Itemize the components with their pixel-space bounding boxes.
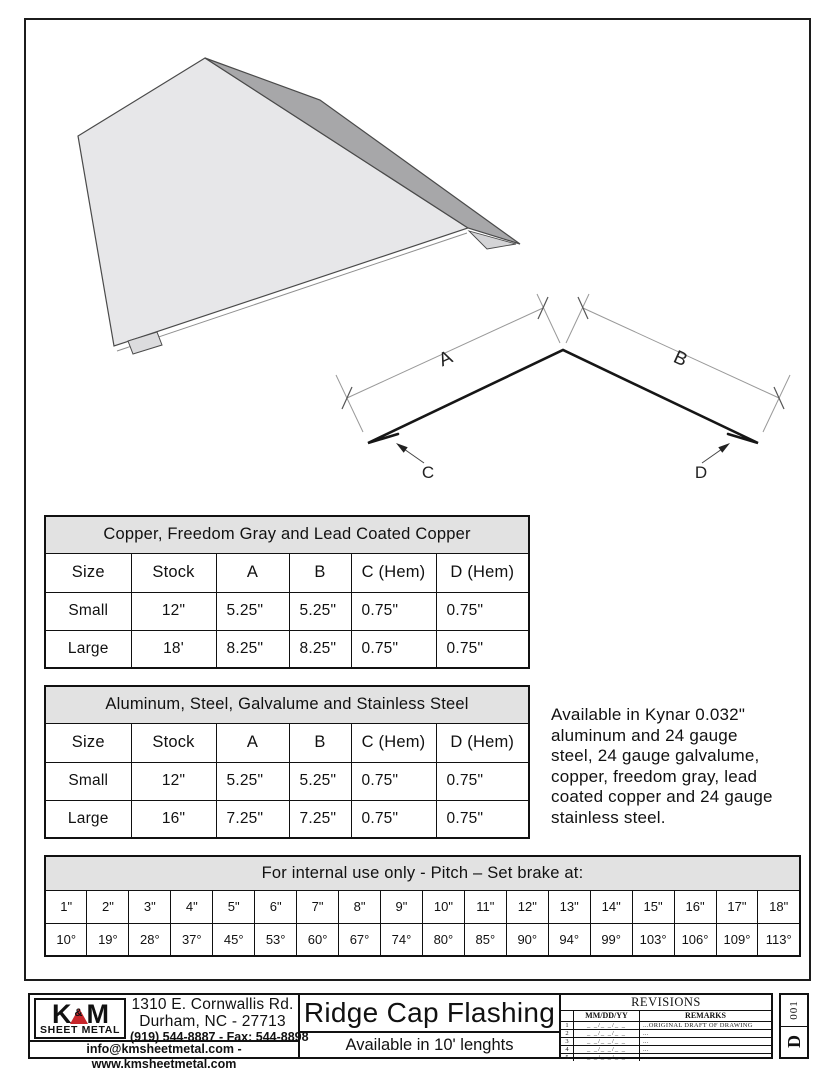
sheet-size-box: [779, 993, 809, 1059]
revision-date: _ _/_ _/_ _: [574, 1054, 640, 1061]
revision-date: _ _/_ _/_ _: [574, 1022, 640, 1029]
pitch-angle-cell: 60°: [297, 923, 339, 956]
table-cell: 0.75": [351, 630, 436, 668]
pitch-angle-cell: 113°: [758, 923, 800, 956]
pitch-size-header: 4": [171, 890, 213, 923]
revisions-date-header: MM/DD/YY: [574, 1011, 640, 1021]
table-cell: 5.25": [216, 762, 289, 800]
availability-note: Available in Kynar 0.032" aluminum and 24 gauge steel, 24 gauge galvalume, copper, freedom gray, lead coated copper and 24 gauge stainless steel.: [551, 705, 773, 827]
table-cell: 0.75": [351, 762, 436, 800]
km-sheet-metal-logo: [34, 998, 126, 1039]
table-cell: 0.75": [436, 800, 529, 838]
pitch-angle-cell: 80°: [422, 923, 464, 956]
table-row: [45, 592, 529, 630]
pitch-angle-cell: 85°: [464, 923, 506, 956]
revision-remark: ...: [643, 1030, 649, 1037]
table-cell: 8.25": [289, 630, 351, 668]
drawing-area: [0, 0, 835, 500]
spec-table-aluminum: [44, 685, 530, 839]
column-header: C (Hem): [351, 553, 436, 592]
revisions-section: [561, 995, 771, 1061]
pitch-size-header: 1": [45, 890, 87, 923]
table-title-row: [45, 686, 529, 723]
revision-number: 1: [561, 1022, 574, 1029]
revision-number: 2: [561, 1030, 574, 1037]
revisions-rows: [561, 1022, 771, 1061]
table-cell: 5.25": [289, 762, 351, 800]
pitch-title-row: [45, 856, 800, 890]
sheet-size: D: [783, 1035, 804, 1049]
pitch-size-header: 11": [464, 890, 506, 923]
pitch-angle-cell: 90°: [506, 923, 548, 956]
logo-letters: [52, 999, 108, 1029]
dimension-label-b: B: [670, 346, 691, 372]
pitch-size-header: 6": [255, 890, 297, 923]
table-cell: 0.75": [436, 592, 529, 630]
pitch-size-header: 3": [129, 890, 171, 923]
revision-date: _ _/_ _/_ _: [574, 1046, 640, 1053]
table-cell: 0.75": [351, 800, 436, 838]
address-line-1: 1310 E. Cornwallis Rd.: [131, 996, 294, 1013]
pitch-size-header: 13": [548, 890, 590, 923]
pitch-angle-cell: 37°: [171, 923, 213, 956]
table-title: Aluminum, Steel, Galvalume and Stainless Steel: [45, 686, 529, 723]
pitch-angle-cell: 109°: [716, 923, 758, 956]
table-cell: 18': [131, 630, 216, 668]
pitch-size-header: 2": [87, 890, 129, 923]
revision-number: 4: [561, 1046, 574, 1053]
logo-letter-m: M: [86, 999, 108, 1029]
email-website-line: info@kmsheetmetal.com - www.kmsheetmetal.com: [30, 1040, 298, 1057]
column-header: B: [289, 723, 351, 762]
pitch-angle-cell: 106°: [674, 923, 716, 956]
revisions-title: REVISIONS: [561, 995, 771, 1011]
column-header: C (Hem): [351, 723, 436, 762]
spec-table-copper: [44, 515, 530, 669]
company-section: [30, 995, 309, 1071]
pitch-angle-cell: 53°: [255, 923, 297, 956]
sheet-number: 001: [788, 1000, 800, 1020]
table-header-row: [45, 723, 529, 762]
pitch-size-header: 5": [213, 890, 255, 923]
pitch-angle-cell: 74°: [381, 923, 423, 956]
pitch-size-header: 14": [590, 890, 632, 923]
column-header: Stock: [131, 723, 216, 762]
pitch-size-header: 9": [381, 890, 423, 923]
revision-date: _ _/_ _/_ _: [574, 1030, 640, 1037]
revisions-header-row: [561, 1011, 771, 1022]
table-cell: 12": [131, 762, 216, 800]
ridge-cap-profile-line: [368, 350, 758, 443]
drawing-title: Ridge Cap Flashing: [300, 995, 559, 1033]
table-cell: 7.25": [289, 800, 351, 838]
pitch-angle-cell: 28°: [129, 923, 171, 956]
table-cell: 8.25": [216, 630, 289, 668]
column-header: D (Hem): [436, 553, 529, 592]
sheet-size-cell: [781, 1027, 807, 1058]
revision-row: [561, 1046, 771, 1054]
column-header: Stock: [131, 553, 216, 592]
table-header-row: [45, 553, 529, 592]
revision-row: [561, 1030, 771, 1038]
column-header: B: [289, 553, 351, 592]
pitch-angle-cell: 10°: [45, 923, 87, 956]
pitch-size-row: [45, 890, 800, 923]
column-header: A: [216, 723, 289, 762]
drawing-title-section: [300, 995, 561, 1057]
column-header: D (Hem): [436, 723, 529, 762]
pitch-angle-cell: 103°: [632, 923, 674, 956]
revision-row: [561, 1038, 771, 1046]
pitch-angle-row: [45, 923, 800, 956]
table-cell: Small: [45, 762, 131, 800]
profile-diagram: [336, 294, 790, 482]
pitch-angle-cell: 67°: [339, 923, 381, 956]
pitch-angle-cell: 94°: [548, 923, 590, 956]
pitch-size-header: 17": [716, 890, 758, 923]
sheet-number-cell: [781, 995, 807, 1027]
pitch-size-header: 18": [758, 890, 800, 923]
company-address: [130, 996, 309, 1044]
pitch-size-header: 10": [422, 890, 464, 923]
revision-number: 5: [561, 1054, 574, 1061]
revision-number: 3: [561, 1038, 574, 1045]
phone-fax-line: (919) 544-8887 - Fax: 544-8898: [130, 1030, 309, 1044]
table-cell: 7.25": [216, 800, 289, 838]
dimension-label-a: A: [435, 346, 456, 372]
ridge-cap-3d-rendering: [78, 58, 520, 354]
pitch-size-header: 16": [674, 890, 716, 923]
table-cell: Large: [45, 630, 131, 668]
pitch-angle-cell: 45°: [213, 923, 255, 956]
pitch-angle-cell: 99°: [590, 923, 632, 956]
table-cell: 0.75": [351, 592, 436, 630]
table-cell: 0.75": [436, 762, 529, 800]
pitch-table: [44, 855, 801, 957]
table-row: [45, 800, 529, 838]
revision-remark: ...: [643, 1038, 649, 1045]
pitch-size-header: 8": [339, 890, 381, 923]
revisions-remarks-header: REMARKS: [685, 1011, 726, 1020]
table-cell: 16": [131, 800, 216, 838]
hem-label-c: C: [421, 463, 435, 482]
table-cell: 5.25": [216, 592, 289, 630]
logo-ampersand-triangle-icon: [69, 1006, 89, 1024]
title-block: [28, 993, 773, 1071]
hem-label-d: D: [694, 463, 708, 482]
table-cell: 5.25": [289, 592, 351, 630]
pitch-size-header: 12": [506, 890, 548, 923]
pitch-angle-cell: 19°: [87, 923, 129, 956]
table-row: [45, 762, 529, 800]
leader-arrow-c: [396, 443, 408, 453]
column-header: Size: [45, 553, 131, 592]
table-cell: Small: [45, 592, 131, 630]
revisions-number-header: [561, 1011, 574, 1021]
table-row: [45, 630, 529, 668]
address-line-2: Durham, NC - 27713: [139, 1012, 286, 1030]
pitch-title: For internal use only - Pitch – Set brake at:: [45, 856, 800, 890]
revision-remark: ...: [643, 1054, 649, 1061]
pitch-size-header: 15": [632, 890, 674, 923]
logo-subtext: SHEET METAL: [40, 1024, 120, 1036]
column-header: Size: [45, 723, 131, 762]
drawing-subtitle: Available in 10' lenghts: [345, 1035, 514, 1054]
table-cell: 12": [131, 592, 216, 630]
logo-ampersand: &: [74, 1007, 83, 1019]
table-title-row: [45, 516, 529, 553]
revision-row: [561, 1022, 771, 1030]
revision-date: _ _/_ _/_ _: [574, 1038, 640, 1045]
table-cell: Large: [45, 800, 131, 838]
logo-letter-k: K: [52, 999, 71, 1029]
table-title: Copper, Freedom Gray and Lead Coated Copper: [45, 516, 529, 553]
revision-row: [561, 1054, 771, 1061]
pitch-size-header: 7": [297, 890, 339, 923]
leader-arrow-d: [718, 443, 730, 453]
revision-remark: ...: [643, 1046, 649, 1053]
revision-remark: ...ORIGINAL DRAFT OF DRAWING: [643, 1022, 753, 1029]
table-cell: 0.75": [436, 630, 529, 668]
column-header: A: [216, 553, 289, 592]
